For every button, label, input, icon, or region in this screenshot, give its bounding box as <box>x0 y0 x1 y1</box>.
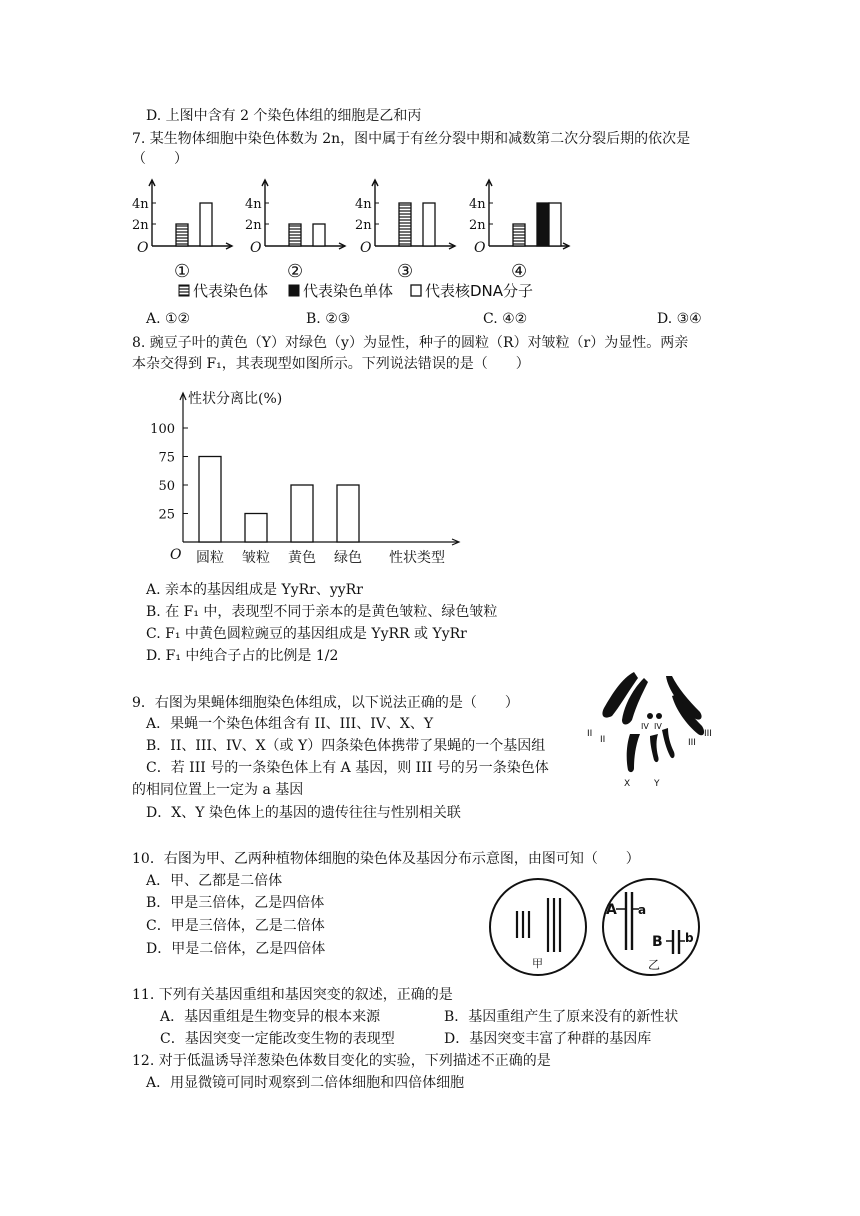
q8-bar-绿色 <box>337 485 359 542</box>
q9-stem: 9．右图为果蝇体细胞染色体组成，以下说法正确的是（ ） <box>132 695 519 711</box>
q8-category-label: 绿色 <box>334 550 362 566</box>
q7-option-b: B. ②③ <box>306 311 351 327</box>
chromosome-iv-a <box>647 713 653 719</box>
label-ii-1: II <box>587 729 593 739</box>
q9-option-c: C．若 III 号的一条染色体上有 A 基因，则 III 号的另一条染色体 <box>146 760 549 776</box>
q8-option-c: C. F₁ 中黄色圆粒豌豆的基因组成是 YyRR 或 YyRr <box>146 626 467 642</box>
q8-tick-label-75: 75 <box>158 450 175 466</box>
q12-option-a: A．用显微镜可同时观察到二倍体细胞和四倍体细胞 <box>146 1075 465 1091</box>
q8-category-label: 皱粒 <box>242 550 270 566</box>
q10-cell-figure <box>488 874 718 984</box>
origin-label: O <box>360 240 372 256</box>
q8-category-label: 圆粒 <box>196 550 224 566</box>
chromosome-y <box>650 734 659 762</box>
label-yi: 乙 <box>648 958 661 972</box>
q8-tick-label-100: 100 <box>150 422 175 437</box>
q9-option-b: B．II、III、IV、X（或 Y）四条染色体携带了果蝇的一个基因组 <box>146 738 546 754</box>
label-y: Y <box>654 779 660 789</box>
q7-stem-line2: （ ） <box>132 151 188 167</box>
q9-option-c-cont: 的相同位置上一定为 a 基因 <box>132 782 304 798</box>
label-gene-a: a <box>638 903 647 917</box>
q10-option-d: D．甲是二倍体，乙是四倍体 <box>146 941 326 957</box>
legend-chromatid-label: 代表染色单体 <box>303 282 394 300</box>
origin-label: O <box>474 240 486 256</box>
q12-stem: 12. 对于低温诱导洋葱染色体数目变化的实验，下列描述不正确的是 <box>132 1053 551 1069</box>
label-iii-2: III <box>704 729 712 739</box>
q10-option-c: C．甲是三倍体，乙是二倍体 <box>146 918 325 934</box>
chromosome-x <box>627 734 640 772</box>
chromosome-y-arm <box>662 728 675 758</box>
label-gene-b: b <box>685 931 694 945</box>
q10-option-a: A．甲、乙都是二倍体 <box>146 873 283 889</box>
q8-tick-label-50: 50 <box>158 479 175 494</box>
q7-option-d: D. ③④ <box>657 311 702 327</box>
label-iv-1: IV <box>641 722 649 731</box>
q7-option-a: A. ①② <box>146 311 191 327</box>
q6-option-d: D. 上图中含有 2 个染色体组的细胞是乙和丙 <box>146 108 422 124</box>
ytick-4n: 4n <box>469 197 486 212</box>
origin-label: O <box>250 240 262 256</box>
q9-chromosome-figure <box>586 668 726 788</box>
q7-stem-line1: 7. 某生物体细胞中染色体数为 2n，图中属于有丝分裂中期和减数第二次分裂后期的依次是 <box>132 131 691 147</box>
ytick-2n: 2n <box>469 218 486 233</box>
ytick-4n: 4n <box>245 197 262 212</box>
q8-ylabel: 性状分离比(%) <box>188 391 283 407</box>
origin-label: O <box>137 240 149 256</box>
panel-label: ④ <box>511 261 528 282</box>
ytick-4n: 4n <box>355 197 372 212</box>
q9-option-d: D．X、Y 染色体上的基因的遗传往往与性别相关联 <box>146 805 461 821</box>
label-ii-2: II <box>600 735 606 745</box>
legend-chromosome-label: 代表染色体 <box>193 282 269 300</box>
ytick-4n: 4n <box>132 197 149 212</box>
q10-option-b: B．甲是三倍体，乙是四倍体 <box>146 895 325 911</box>
q8-option-d: D. F₁ 中纯合子占的比例是 1/2 <box>146 648 339 664</box>
q8-option-b: B. 在 F₁ 中，表现型不同于亲本的是黄色皱粒、绿色皱粒 <box>146 604 498 620</box>
label-iv-2: IV <box>654 722 662 731</box>
q7-option-c: C. ④② <box>483 311 528 327</box>
q11-option-c: C．基因突变一定能改变生物的表现型 <box>160 1031 395 1047</box>
q11-option-b: B．基因重组产生了原来没有的新性状 <box>444 1009 679 1025</box>
q8-xlabel: 性状类型 <box>389 550 445 566</box>
ytick-2n: 2n <box>355 218 372 233</box>
label-gene-A: A <box>606 902 617 918</box>
q11-option-d: D．基因突变丰富了种群的基因库 <box>444 1031 652 1047</box>
panel-label: ① <box>174 261 191 282</box>
q8-tick-label-25: 25 <box>158 507 175 523</box>
q8-bar-皱粒 <box>245 514 267 543</box>
ytick-2n: 2n <box>132 218 149 233</box>
q8-option-a: A. 亲本的基因组成是 YyRr、yyRr <box>146 582 363 598</box>
label-gene-B: B <box>652 934 663 950</box>
q8-origin: O <box>170 547 182 563</box>
panel-label: ② <box>287 261 304 282</box>
q8-bar-黄色 <box>291 485 313 542</box>
label-x: X <box>624 779 631 789</box>
label-iii-1: III <box>688 738 696 748</box>
q8-stem-line2: 本杂交得到 F₁，其表现型如图所示。下列说法错误的是（ ） <box>132 356 530 372</box>
ytick-2n: 2n <box>245 218 262 233</box>
panel-label: ③ <box>397 261 414 282</box>
label-jia: 甲 <box>532 957 543 970</box>
q8-stem-line1: 8. 豌豆子叶的黄色（Y）对绿色（y）为显性，种子的圆粒（R）对皱粒（r）为显性。两亲 <box>132 335 689 351</box>
q8-bar-圆粒 <box>199 457 221 543</box>
q10-stem: 10．右图为甲、乙两种植物体细胞的染色体及基因分布示意图，由图可知（ ） <box>132 851 640 867</box>
q11-stem: 11. 下列有关基因重组和基因突变的叙述，正确的是 <box>132 987 453 1003</box>
q8-category-label: 黄色 <box>288 550 316 566</box>
q11-option-a: A．基因重组是生物变异的根本来源 <box>160 1009 381 1025</box>
legend-dna-label: 代表核DNA分子 <box>425 282 534 300</box>
q9-option-a: A．果蝇一个染色体组含有 II、III、IV、X、Y <box>146 716 434 732</box>
chromosome-iv-b <box>656 713 662 719</box>
